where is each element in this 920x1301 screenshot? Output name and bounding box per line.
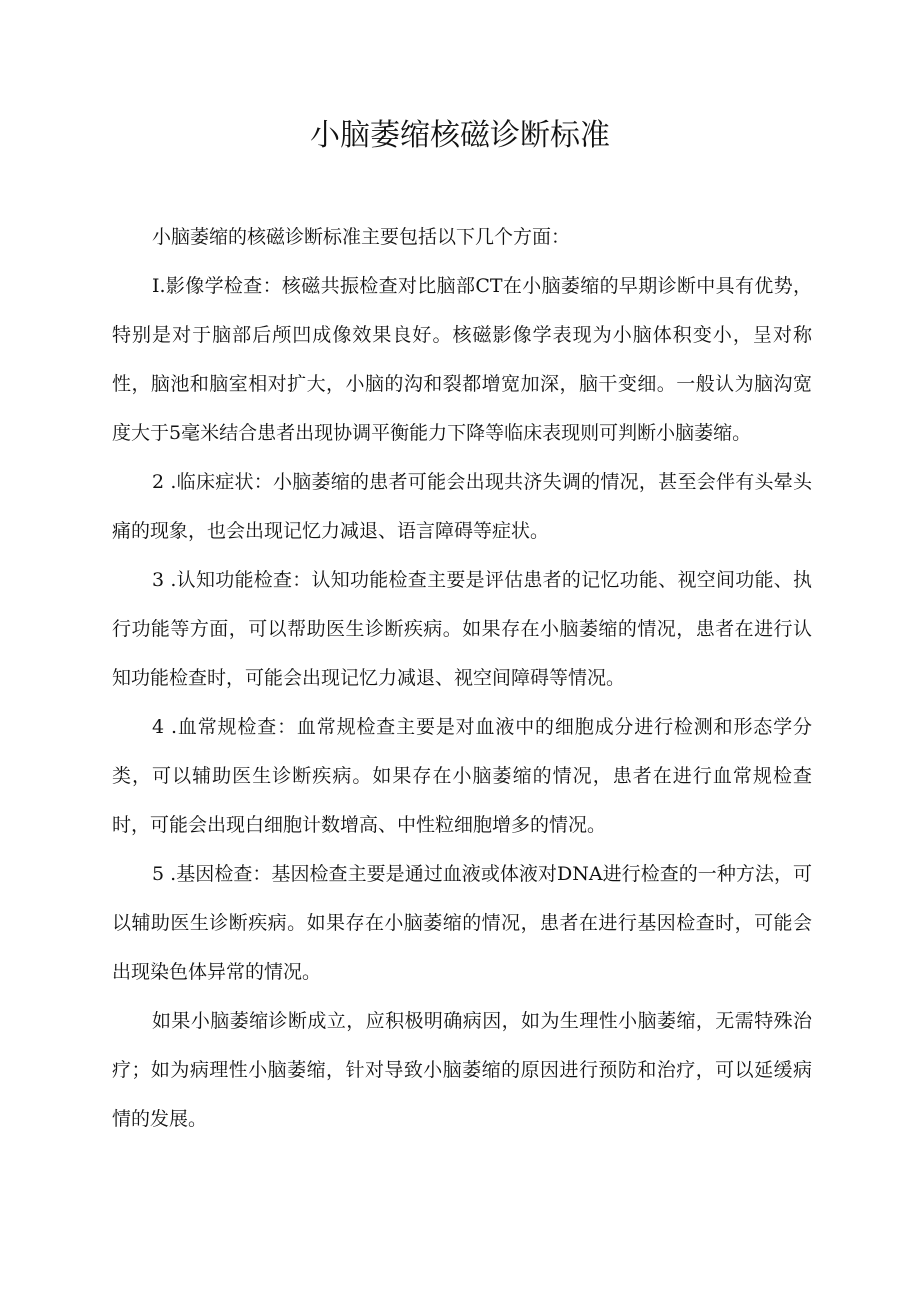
document-title: 小脑萎缩核磁诊断标准: [310, 118, 610, 153]
document-body: [112, 213, 812, 1144]
blood-test-paragraph: 4 .血常规检查：血常规检查主要是对血液中的细胞成分进行检测和形态学分类，可以辅助医生诊断疾病。如果存在小脑萎缩的情况，患者在进行血常规检查时，可能会出现白细胞计数增高、中性粒细胞增多的情况。: [112, 716, 812, 836]
genetic-test-paragraph: 5 .基因检查：基因检查主要是通过血液或体液对DNA进行检查的一种方法，可以辅助医生诊断疾病。如果存在小脑萎缩的情况，患者在进行基因检查时，可能会出现染色体异常的情况。: [112, 863, 812, 983]
clinical-symptoms-paragraph: 2 .临床症状：小脑萎缩的患者可能会出现共济失调的情况，甚至会伴有头晕头痛的现象，也会出现记忆力减退、语言障碍等症状。: [112, 471, 812, 542]
imaging-exam-paragraph: I.影像学检查：核磁共振检查对比脑部CT在小脑萎缩的早期诊断中具有优势，特别是对于脑部后颅凹成像效果良好。核磁影像学表现为小脑体积变小，呈对称性，脑池和脑室相对扩大，小脑的沟和裂都增宽加深，脑干变细。一般认为脑沟宽度大于5毫米结合患者出现协调平衡能力下降等临床表现则可判断小脑萎缩。: [112, 275, 812, 444]
cognitive-exam-paragraph: 3 .认知功能检查：认知功能检查主要是评估患者的记忆功能、视空间功能、执行功能等方面，可以帮助医生诊断疾病。如果存在小脑萎缩的情况，患者在进行认知功能检查时，可能会出现记忆力减退、视空间障碍等情况。: [112, 569, 812, 689]
intro-paragraph: 小脑萎缩的核磁诊断标准主要包括以下几个方面：: [152, 226, 571, 248]
conclusion-paragraph: 如果小脑萎缩诊断成立，应积极明确病因，如为生理性小脑萎缩，无需特殊治疗；如为病理性小脑萎缩，针对导致小脑萎缩的原因进行预防和治疗，可以延缓病情的发展。: [112, 1010, 812, 1130]
